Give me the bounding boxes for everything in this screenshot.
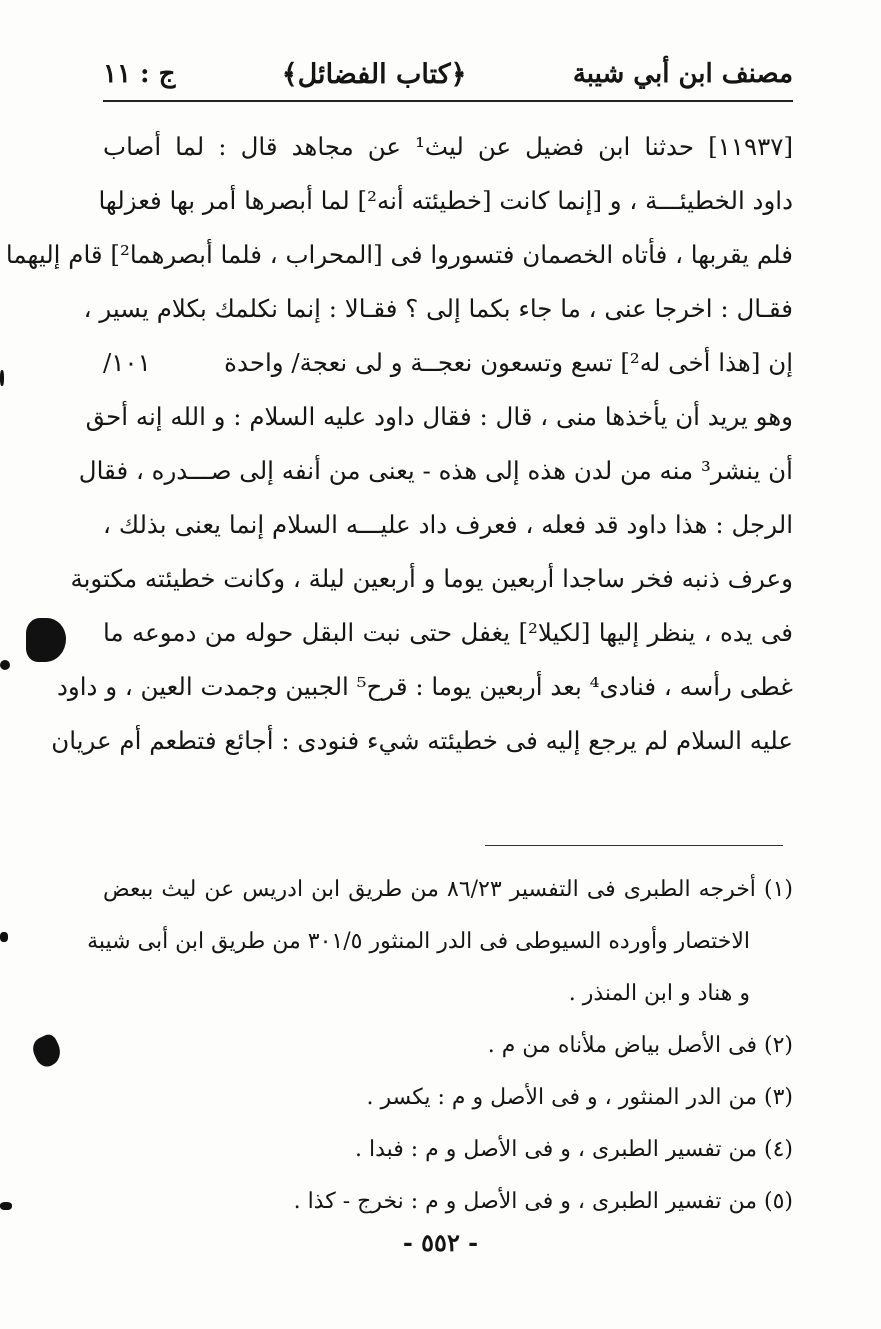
main-text	[5, 120, 793, 768]
ink-speck	[0, 1202, 12, 1210]
text-line: داود الخطيئـــة ، و [إنما كانت [خطيئته أنه²] لما أبصرها أمر بها فعزلها	[98, 186, 793, 215]
text-line: أن ينشر³ منه من لدن هذه إلى هذه - يعنى من أنفه إلى صـــدره ، فقال	[78, 456, 793, 485]
ink-speck	[0, 660, 10, 670]
running-header	[103, 52, 793, 96]
footnote-1-continuation: و هناد و ابن المنذر .	[568, 981, 750, 1006]
manuscript-folio-marker: /١٠١	[103, 348, 151, 377]
text-line: [١١٩٣٧] حدثنا ابن فضيل عن ليث¹ عن مجاهد قال : لما أصاب	[103, 132, 793, 161]
footnote-2: (٢) فى الأصل بياض ملأناه من م .	[487, 1033, 793, 1058]
footnote-separator	[485, 845, 783, 846]
text-line: فقـال : اخرجا عنى ، ما جاء بكما إلى ؟ فقـالا : إنما نكلمك بكلام يسير ،	[83, 294, 793, 323]
book-title: مصنف ابن أبي شيبة	[572, 59, 793, 89]
footnote-3: (٣) من الدر المنثور ، و فى الأصل و م : يكسر .	[366, 1085, 793, 1110]
text-line: فى يده ، ينظر إليها [لكيلا²] يغفل حتى نبت البقل حوله من دموعه ما	[103, 618, 793, 647]
footnote-5: (٥) من تفسير الطبرى ، و فى الأصل و م : نخرج - كذا .	[293, 1189, 793, 1214]
text-line: الرجل : هذا داود قد فعله ، فعرف داد عليـــه السلام إنما يعنى بذلك ،	[103, 510, 793, 539]
volume-number: ج : ١١	[103, 59, 176, 89]
footnote-1: (١) أخرجه الطبرى فى التفسير ٨٦/٢٣ من طريق ابن ادريس عن ليث ببعض	[103, 877, 793, 902]
text-line: وعرف ذنبه فخر ساجدا أربعين يوما و أربعين ليلة ، وكانت خطيئته مكتوبة	[70, 564, 793, 593]
ink-blot	[29, 1032, 65, 1070]
text-line-with-marker	[103, 336, 793, 390]
chapter-title: ﴿كتاب الفضائل﴾	[281, 58, 467, 90]
text-line: عليه السلام لم يرجع إليه فى خطيئته شيء فنودى : أجائع فتطعم أم عريان	[51, 726, 793, 755]
ink-blot	[26, 618, 66, 662]
footnotes	[87, 864, 793, 1228]
footnote-4: (٤) من تفسير الطبرى ، و فى الأصل و م : فبدا .	[354, 1137, 793, 1162]
text-line: غطى رأسه ، فنادى⁴ بعد أربعين يوما : قرح⁵ الجبين وجمدت العين ، و داود	[57, 672, 793, 701]
text-line: وهو يريد أن يأخذها منى ، قال : فقال داود عليه السلام : و الله إنه أحق	[85, 402, 793, 431]
footnote-1-continuation: الاختصار وأورده السيوطى فى الدر المنثور ٣٠١/٥ من طريق ابن أبى شيبة	[87, 929, 750, 954]
page-number: - ٥٥٢ -	[402, 1228, 479, 1257]
text-line: إن [هذا أخى له²] تسع وتسعون نعجــة و لى نعجة/ واحدة	[224, 348, 793, 377]
header-rule	[103, 100, 793, 102]
text-line: فلم يقربها ، فأتاه الخصمان فتسوروا فى [المحراب ، فلما أبصرهما²] قام إليهما	[5, 240, 793, 269]
ink-speck	[0, 932, 8, 942]
ink-speck	[0, 370, 4, 386]
